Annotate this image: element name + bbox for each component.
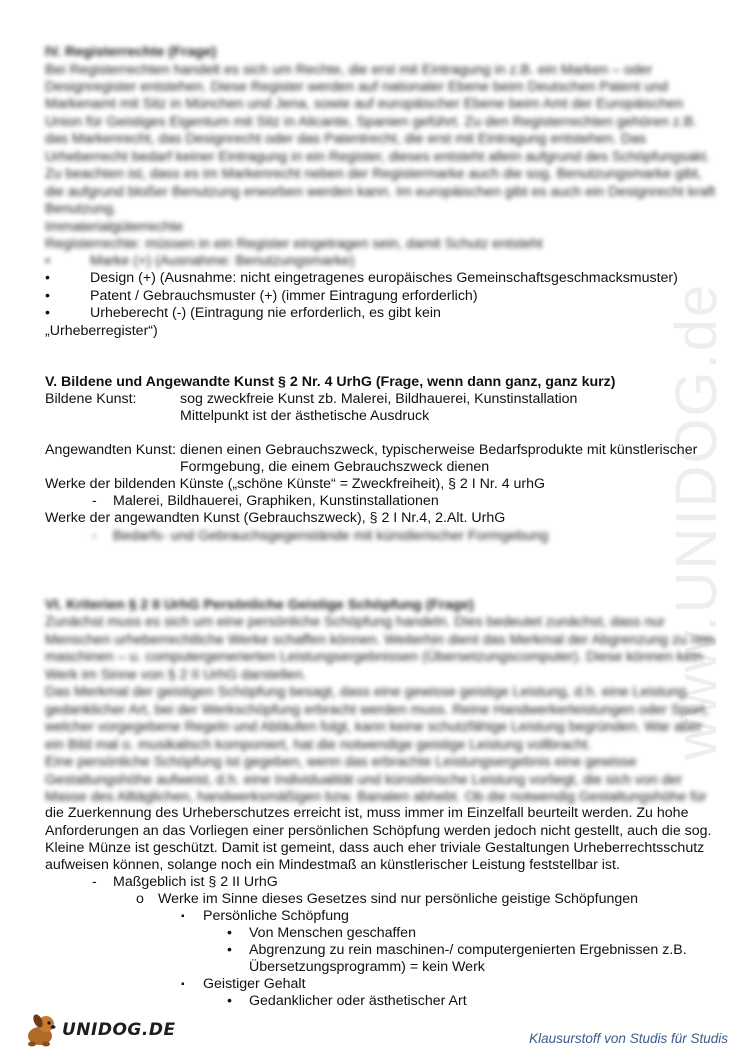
square-marker: ▪ bbox=[181, 911, 185, 922]
logo-text: UNIDOG.DE bbox=[62, 1020, 176, 1040]
paragraph-line: das Markenrecht, das Designrecht oder das Patentrecht, die erst mit Eintragung entstehen. Das bbox=[45, 131, 646, 147]
bullet-marker: • bbox=[45, 253, 50, 269]
unidog-logo[interactable] bbox=[22, 1012, 176, 1048]
paragraph-line: maschinen – u. computergenerierten Leistungsergebnissen (Übersetzungscomputer). Diese können kein bbox=[45, 649, 703, 665]
term-label: Angewandten Kunst: bbox=[45, 442, 176, 458]
bullet-item: Patent / Gebrauchsmuster (+) (immer Eintragung erforderlich) bbox=[90, 288, 478, 304]
paragraph-line: Werk im Sinne von § 2 II UrhG darstellen. bbox=[45, 667, 307, 683]
paragraph-line: Zu beachten ist, dass es im Markenrecht neben der Registermarke auch die sog. Benutzungsmarke gibt, bbox=[45, 166, 702, 182]
paragraph-line: ein Bild mal o. musikalisch komponiert, hat die notwendige geistige Leistung vollbracht. bbox=[45, 737, 592, 753]
dog-icon bbox=[22, 1012, 62, 1048]
term-definition: sog zweckfreie Kunst zb. Malerei, Bildhauerei, Kunstinstallation bbox=[180, 391, 578, 407]
outline-level-4-continued: Übersetzungsprogramm) = kein Werk bbox=[249, 959, 485, 975]
outline-level-3: Geistiger Gehalt bbox=[203, 976, 306, 992]
watermark: www.UNIDOG.de bbox=[664, 282, 729, 760]
bullet-marker: • bbox=[227, 942, 232, 958]
paragraph-line: Markenamt mit Sitz in München und Jena, sowie auf europäischer Ebene beim Amt der Europäischen bbox=[45, 96, 683, 112]
paragraph-line: Anforderungen an das Vorliegen einer persönlichen Schöpfung werden jedoch nicht gestellt, auch die sog. bbox=[45, 823, 712, 839]
paragraph-line: die aufgrund bloßer Benutzung erworben werden kann. Im europäischen gibt es auch ein Designrecht kraft bbox=[45, 184, 716, 200]
dash-marker: - bbox=[92, 493, 97, 509]
term-label: Bildene Kunst: bbox=[45, 391, 137, 407]
bullet-marker: • bbox=[227, 925, 232, 941]
paragraph-line: aufweisen können, solange noch ein Mindestmaß an künstlerischer Leistung feststellbar ist. bbox=[45, 857, 620, 873]
bullet-marker: • bbox=[227, 993, 232, 1009]
bullet-marker: • bbox=[45, 270, 50, 286]
section-5-heading: V. Bildene und Angewandte Kunst § 2 Nr. 4 UrhG (Frage, wenn dann ganz, ganz kurz) bbox=[45, 374, 616, 390]
term-definition: Formgebung, die einem Gebrauchszweck dienen bbox=[180, 459, 490, 475]
paragraph-line: Menschen urheberrechtliche Werke schaffen können. Weiterhin dient das Merkmal der Abgrenzung zu rein bbox=[45, 632, 715, 648]
circle-marker: o bbox=[136, 891, 144, 907]
outline-level-1: Maßgeblich ist § 2 II UrhG bbox=[113, 874, 278, 890]
paragraph-line: gedanklicher Art, bei der Werkschöpfung erbracht werden muss. Reine Handwerkerleistungen oder Sport, bbox=[45, 702, 709, 718]
bullet-marker: • bbox=[45, 288, 50, 304]
list-item: Malerei, Bildhauerei, Graphiken, Kunstinstallationen bbox=[113, 493, 439, 509]
footer-tagline: Klausurstoff von Studis für Studis bbox=[529, 1031, 728, 1046]
paragraph-line: Benutzung. bbox=[45, 201, 117, 217]
paragraph-line: Zunächst muss es sich um eine persönliche Schöpfung handeln. Dies bedeutet zunächst, dass nur bbox=[45, 614, 665, 630]
paragraph-line: Union für Geistiges Eigentum mit Sitz in Alicante, Spanien geführt. Zu den Registerrechten gehören z.B. bbox=[45, 114, 698, 130]
paragraph-line: Werke der bildenden Künste („schöne Künste“ = Zweckfreiheit), § 2 I Nr. 4 urhG bbox=[45, 476, 546, 492]
outline-level-4: Abgrenzung zu rein maschinen-/ computergenierten Ergebnissen z.B. bbox=[249, 942, 687, 958]
bullet-continuation: „Urheberregister“) bbox=[45, 323, 158, 339]
paragraph-line: Registerrechte: müssen in ein Register eingetragen sein, damit Schutz entsteht bbox=[45, 236, 543, 252]
paragraph-line: Masse des Alltäglichen, handwerksmäßigen bzw. Banalen abhebt. Ob die notwendig Gestaltungshöhe für bbox=[45, 789, 707, 805]
section-4-heading: IV. Registerrechte (Frage) bbox=[45, 44, 217, 60]
paragraph-line: Immaterialgüterrechte bbox=[45, 219, 183, 235]
paragraph-line: Das Merkmal der geistigen Schöpfung besagt, dass eine gewisse geistige Leistung, d.h. eine Leistung bbox=[45, 684, 687, 700]
dash-marker: - bbox=[92, 528, 97, 544]
section-6-heading: VI. Kriterien § 2 II UrhG Persönliche Geistige Schöpfung (Frage) bbox=[45, 597, 474, 613]
paragraph-line: Bei Registerrechten handelt es sich um Rechte, die erst mit Eintragung in z.B. ein Marken – oder bbox=[45, 62, 653, 78]
term-definition: Mittelpunkt ist der ästhetische Ausdruck bbox=[180, 408, 430, 424]
paragraph-line: Gestaltungshöhe aufweist, d.h. eine Individualität und künstlerische Leistung vorliegt, die sich von der bbox=[45, 772, 683, 788]
bullet-item: Urheberecht (-) (Eintragung nie erforderlich, es gibt kein bbox=[90, 305, 441, 321]
bullet-marker: • bbox=[45, 305, 50, 321]
paragraph-line: Kleine Münze ist geschützt. Damit ist gemeint, dass auch eher triviale Gestaltungen Urheberrechtsschutz bbox=[45, 840, 705, 856]
paragraph-line: Designregister entstehen. Diese Register werden auf nationaler Ebene beim Deutschen Patent und bbox=[45, 79, 669, 95]
term-definition: dienen einen Gebrauchszweck, typischerweise Bedarfsprodukte mit künstlerischer bbox=[180, 442, 698, 458]
square-marker: ▪ bbox=[181, 979, 185, 990]
outline-level-4: Gedanklicher oder ästhetischer Art bbox=[249, 993, 467, 1009]
outline-level-2: Werke im Sinne dieses Gesetzes sind nur persönliche geistige Schöpfungen bbox=[158, 891, 639, 907]
paragraph-line: Werke der angewandten Kunst (Gebrauchszweck), § 2 I Nr.4, 2.Alt. UrhG bbox=[45, 510, 506, 526]
bullet-item: Marke (+) (Ausnahme: Benutzungsmarke) bbox=[90, 253, 355, 269]
list-item: Bedarfs- und Gebrauchsgegenstände mit künstlerischer Formgebung bbox=[113, 528, 549, 544]
paragraph-line: welcher vorgegebene Regeln und Abläufen folgt, kann keine schutzfähige Leistung begründen. War aber bbox=[45, 719, 703, 735]
dash-marker: - bbox=[92, 874, 97, 890]
bullet-item: Design (+) (Ausnahme: nicht eingetragenes europäisches Gemeinschaftsgeschmacksmuster) bbox=[90, 270, 678, 286]
paragraph-line: Urheberrecht bedarf keiner Eintragung in ein Register, dieses entsteht allein aufgrund des Schöpfungsakt. bbox=[45, 149, 710, 165]
paragraph-line: Eine persönliche Schöpfung ist gegeben, wenn das erbrachte Leistungsergebnis eine gewisse bbox=[45, 754, 637, 770]
paragraph-line: die Zuerkennung des Urheberschutzes erreicht ist, muss immer im Einzelfall beurteilt werden. Zu hohe bbox=[45, 805, 689, 821]
outline-level-3: Persönliche Schöpfung bbox=[203, 908, 349, 924]
outline-level-4: Von Menschen geschaffen bbox=[249, 925, 416, 941]
